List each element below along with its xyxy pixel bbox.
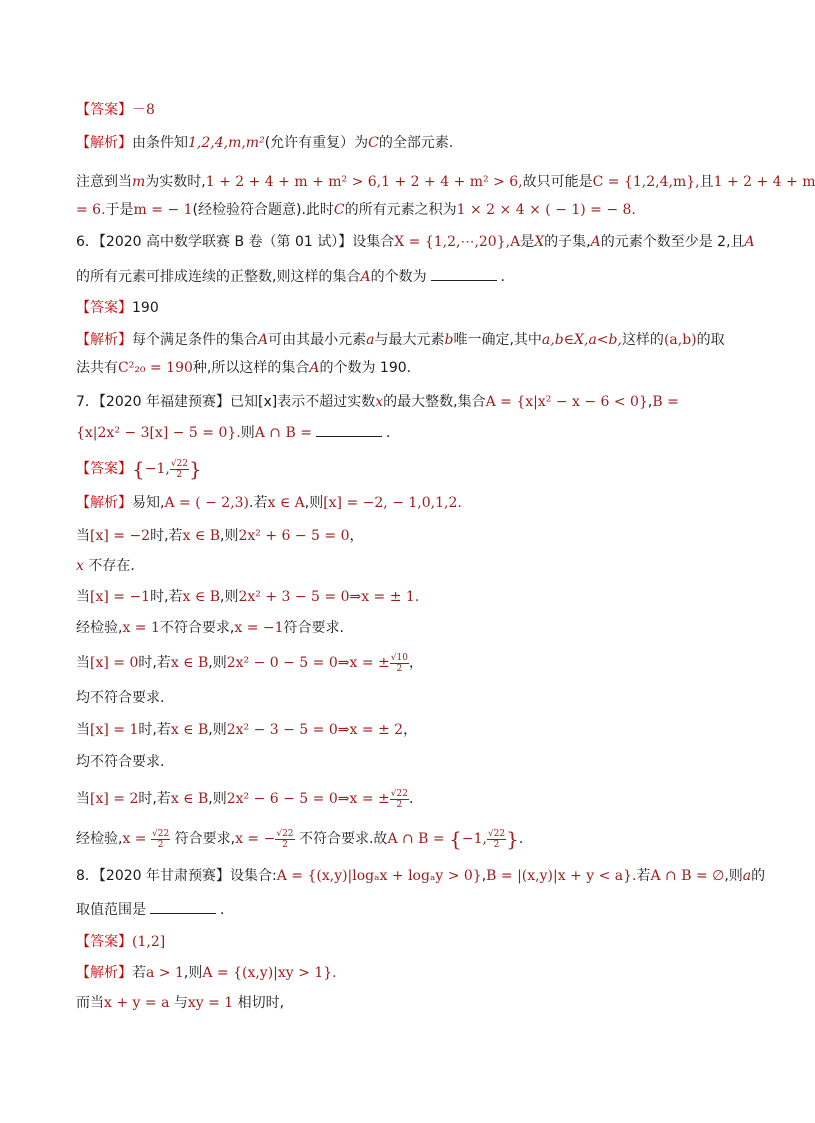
q7-case-3-result: 均不符合要求. bbox=[76, 690, 165, 706]
q7-number: 7． bbox=[76, 394, 99, 410]
answer-label: 【答案】 bbox=[76, 461, 132, 477]
q7-final: 经检验,x = $\frac{√22}{2}$ 符合要求,x = − $\frac{√22}{2}$ 不符合要求.故A ∩ B = {−1, $\frac{√22}{2}$ }. bbox=[76, 827, 524, 851]
q5-analysis-line-2: 注意到当m为实数时,1 + 2 + 4 + m + m² > 6,1 + 2 + 4 + m² > 6,故只可能是C = {1,2,4,m},且1 + 2 + 4 + m bbox=[76, 174, 815, 190]
q8-source: 【2020 年甘肃预赛】 bbox=[98, 868, 231, 884]
q7-stem-line-2: {x|2x² − 3[x] − 5 = 0}.则A ∩ B = ． bbox=[76, 422, 726, 442]
q6-analysis-line: 【解析】每个满足条件的集合A可由其最小元素a与最大元素b唯一确定,其中a,b∈X,a<b,这样的(a,b)的取 bbox=[76, 332, 725, 348]
q7-case-2-check: 经检验,x = 1不符合要求,x = −1符合要求. bbox=[76, 620, 344, 636]
q7-analysis-line: 【解析】易知,A = ( − 2,3).若x ∈ A,则[x] = −2, − 1,0,1,2. bbox=[76, 495, 462, 511]
q6-answer: 190 bbox=[132, 300, 159, 316]
q7-case-1-result: x 不存在. bbox=[76, 558, 135, 574]
answer-blank bbox=[431, 266, 497, 281]
q8-stem: 8．【2020 年甘肃预赛】设集合:A = {(x,y)|logₐx + logₐy > 0},B = |(x,y)|x + y < a}.若A ∩ B = ∅,则a的 bbox=[76, 868, 766, 884]
q7-source: 【2020 年福建预赛】 bbox=[98, 394, 231, 410]
q6-stem: 6．【2020 高中数学联赛 B 卷（第 01 试）】设集合X = {1,2,⋯,20},A是X的子集,A的元素个数至少是 2,且A bbox=[76, 234, 755, 250]
q5-answer: －8 bbox=[132, 102, 155, 118]
q7-case-3: 当[x] = 0时,若x ∈ B,则2x² − 0 − 5 = 0⇒x = ± $\frac{√10}{2}$ ， bbox=[76, 652, 423, 674]
fraction: $\frac{√22}{2}$ bbox=[276, 828, 294, 850]
q6-number: 6． bbox=[76, 234, 99, 250]
q8-stem-line-2: 取值范围是 ． bbox=[76, 899, 726, 919]
q6-answer-line bbox=[76, 298, 726, 318]
q8-analysis-line-2: 而当x + y = a 与xy = 1 相切时, bbox=[76, 995, 285, 1011]
analysis-label: 【解析】 bbox=[76, 332, 132, 348]
fraction: $\frac{√22}{2}$ bbox=[151, 828, 170, 850]
q8-analysis-line: 【解析】若a > 1,则A = {(x,y)|xy > 1}. bbox=[76, 965, 337, 981]
answer-label: 【答案】 bbox=[76, 102, 132, 118]
answer-label: 【答案】 bbox=[76, 934, 132, 950]
analysis-label: 【解析】 bbox=[76, 135, 132, 151]
q7-case-4: 当[x] = 1时,若x ∈ B,则2x² − 3 − 5 = 0⇒x = ± 2， bbox=[76, 722, 418, 738]
fraction: $\frac{√22}{2}$ bbox=[170, 458, 189, 480]
answer-blank bbox=[316, 422, 382, 437]
q6-source: 【2020 高中数学联赛 B 卷（第 01 试）】 bbox=[98, 234, 353, 250]
q5-analysis-line: 【解析】由条件知1,2,4,m,m²(允许有重复）为C的全部元素. bbox=[76, 135, 454, 151]
q7-stem: 7．【2020 年福建预赛】已知[x]表示不超过实数x的最大整数,集合A = {x|x² − x − 6 < 0},B = bbox=[76, 394, 679, 410]
q7-answer-line: 【答案】{−1, $\frac{√22}{2}$ } bbox=[76, 457, 202, 481]
q5-answer-line bbox=[76, 100, 726, 120]
q8-answer-line bbox=[76, 932, 726, 952]
analysis-label: 【解析】 bbox=[76, 495, 132, 511]
fraction: $\frac{√10}{2}$ bbox=[390, 652, 408, 674]
analysis-label: 【解析】 bbox=[76, 965, 132, 981]
answer-label: 【答案】 bbox=[76, 300, 132, 316]
q7-case-4-result: 均不符合要求. bbox=[76, 754, 165, 770]
q7-case-1: 当[x] = −2时,若x ∈ B,则2x² + 6 − 5 = 0， bbox=[76, 528, 364, 544]
q8-answer: (1,2] bbox=[132, 934, 166, 950]
fraction: $\frac{√22}{2}$ bbox=[487, 828, 506, 850]
q5-analysis-line-3: = 6.于是m = − 1(经检验符合题意).此时C的所有元素之积为1 × 2 × 4 × ( − 1) = − 8. bbox=[76, 202, 636, 218]
answer-blank bbox=[150, 899, 216, 914]
q6-analysis-line-2: 法共有C²₂₀ = 190种,所以这样的集合A的个数为 190. bbox=[76, 360, 412, 376]
q8-number: 8． bbox=[76, 868, 99, 884]
q7-case-2: 当[x] = −1时,若x ∈ B,则2x² + 3 − 5 = 0⇒x = ± 1. bbox=[76, 589, 420, 605]
q6-stem-line-2: 的所有元素可排成连续的正整数,则这样的集合A的个数为 ． bbox=[76, 266, 726, 286]
fraction: $\frac{√22}{2}$ bbox=[390, 788, 408, 810]
q7-case-5: 当[x] = 2时,若x ∈ B,则2x² − 6 − 5 = 0⇒x = ± $\frac{√22}{2}$ . bbox=[76, 788, 414, 810]
